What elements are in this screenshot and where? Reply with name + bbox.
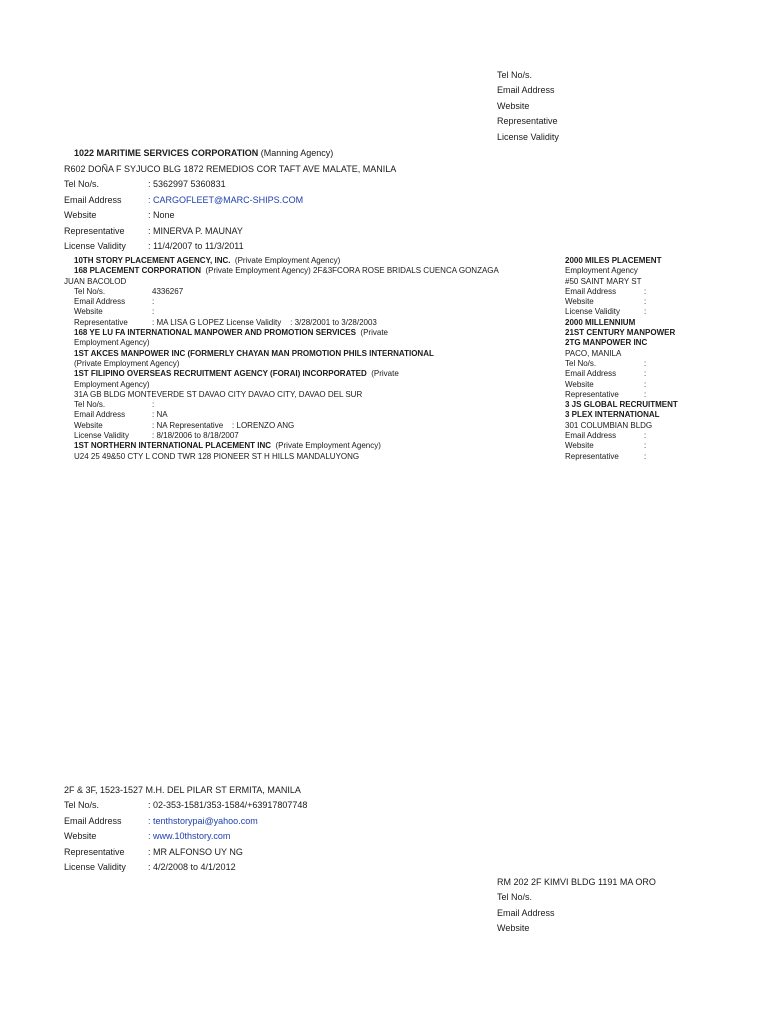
detail-row [565, 369, 647, 379]
agency-address: R602 DOÑA F SYJUCO BLG 1872 REMEDIOS COR TAFT AVE MALATE, MANILA [64, 164, 397, 174]
agency-type: (Private Employment Agency) [234, 256, 341, 265]
detail-value: : MINERVA P. MAUNAY [148, 225, 243, 236]
detail-label: Tel No/s. [74, 400, 106, 410]
detail-value: : [644, 358, 647, 368]
detail-row [565, 452, 647, 462]
detail-value: : [644, 297, 647, 307]
detail-row [74, 307, 499, 317]
detail-value: : [644, 369, 647, 379]
agency-type-cont: Employment Agency) [74, 379, 150, 389]
detail-label: Representative [64, 225, 125, 236]
detail-row [64, 845, 307, 860]
agency-name: 3 PLEX INTERNATIONAL [565, 410, 660, 420]
detail-label: Representative [64, 846, 125, 857]
list-item [74, 328, 499, 338]
agency-address: 31A GB BLDG MONTEVERDE ST DAVAO CITY DAVAO CITY, DAVAO DEL SUR [74, 389, 363, 399]
representative-label: Representative [497, 116, 558, 127]
agency-type: (Private Employment Agency) [275, 441, 381, 451]
email-label: Email Address [497, 907, 555, 918]
agency-type-cont: Employment Agency) [74, 338, 150, 348]
address-cont: JUAN BACOLOD [64, 276, 127, 286]
detail-value: : [644, 389, 647, 399]
agency-name: 1022 MARITIME SERVICES CORPORATION [74, 148, 259, 158]
detail-row [74, 297, 499, 307]
detail-label: License Validity [64, 862, 126, 873]
license-validity-label: License Validity [497, 131, 559, 142]
detail-value: : [152, 400, 155, 410]
detail-row [64, 177, 396, 192]
right-column-clipped [565, 256, 678, 466]
website-link[interactable]: : www.10thstory.com [148, 831, 231, 842]
detail-value: : 02-353-1581/353-1584/+63917807748 [148, 800, 308, 811]
agency-name: 21ST CENTURY MANPOWER [565, 328, 676, 338]
detail-label: Email Address [565, 369, 617, 379]
detail-row [64, 239, 396, 254]
detail-label: Tel No/s. [74, 286, 106, 296]
list-item [74, 369, 499, 379]
detail-label: Website [64, 831, 97, 842]
agency-address: 301 COLUMBIAN BLDG [565, 420, 653, 430]
agency-type: Employment Agency [565, 266, 638, 276]
detail-row [74, 421, 499, 431]
detail-row [74, 431, 499, 441]
website-label: Website [497, 923, 530, 934]
detail-value: : 5362997 5360831 [148, 179, 226, 190]
detail-row [565, 287, 647, 297]
detail-row [64, 193, 396, 208]
detail-row [565, 307, 647, 317]
detail-value: : None [148, 210, 175, 221]
list-item [74, 256, 499, 266]
agency-list-block [64, 256, 499, 462]
list-item [74, 266, 499, 276]
bottom-right-entry [497, 875, 656, 937]
detail-label: Website [74, 307, 103, 317]
website-label: Website [497, 100, 530, 111]
email-label: Email Address [497, 85, 555, 96]
detail-value: : [644, 441, 647, 451]
agency-name: 168 YE LU FA INTERNATIONAL MANPOWER AND PROMOTION SERVICES [74, 328, 356, 338]
detail-label: Email Address [74, 410, 126, 420]
detail-value: : LORENZO ANG [232, 420, 295, 430]
detail-value: : NA [152, 410, 168, 420]
agency-type: (Private Employment Agency) [74, 358, 180, 368]
detail-label: Representative [565, 451, 619, 461]
detail-label: Website [64, 210, 97, 221]
agency-address: #50 SAINT MARY ST [565, 276, 642, 286]
tenth-story-entry [64, 783, 307, 875]
agency-type: (Private [360, 328, 388, 338]
detail-label: Website [565, 379, 594, 389]
detail-row [64, 860, 307, 875]
detail-label: Representative [565, 389, 619, 399]
detail-row [74, 318, 499, 328]
detail-row [565, 390, 647, 400]
detail-row [64, 814, 307, 829]
detail-row [74, 400, 499, 410]
detail-value: : 11/4/2007 to 11/3/2011 [148, 241, 244, 252]
agency-address: U24 25 49&50 CTY L COND TWR 128 PIONEER ST H HILLS MANDALUYONG [74, 451, 360, 461]
detail-label: Tel No/s. [565, 358, 597, 368]
detail-row [565, 297, 647, 307]
detail-value: : [644, 451, 647, 461]
agency-address: PACO, MANILA [565, 348, 622, 358]
agency-name: 1ST FILIPINO OVERSEAS RECRUITMENT AGENCY (FORAI) INCORPORATED [74, 369, 367, 379]
agency-name: 168 PLACEMENT CORPORATION [74, 266, 201, 276]
detail-label: Email Address [565, 286, 617, 296]
agency-type: (Private [371, 369, 399, 379]
detail-label: Email Address [565, 431, 617, 441]
detail-row [64, 224, 396, 239]
detail-label: License Validity [64, 241, 126, 252]
detail-label: Tel No/s. [64, 179, 100, 190]
detail-value: : [644, 431, 647, 441]
agency-name: 1ST NORTHERN INTERNATIONAL PLACEMENT INC [74, 441, 272, 451]
agency-name: 1ST AKCES MANPOWER INC (FORMERLY CHAYAN MAN PROMOTION PHILS INTERNATIONAL [74, 348, 434, 358]
email-link[interactable]: : CARGOFLEET@MARC-SHIPS.COM [148, 194, 304, 205]
detail-value: : MR ALFONSO UY NG [148, 846, 243, 857]
detail-label: Tel No/s. [64, 800, 100, 811]
detail-value: : [644, 307, 647, 317]
detail-row [74, 410, 499, 420]
detail-row [64, 829, 307, 844]
detail-label: Representative [74, 317, 128, 327]
detail-value: : NA Representative [152, 420, 224, 430]
agency-name: 2000 MILES PLACEMENT [565, 256, 662, 265]
maritime-heading [74, 146, 333, 161]
detail-value: : [644, 286, 647, 296]
top-right-label-block [497, 68, 559, 145]
detail-value: : 4/2/2008 to 4/1/2012 [148, 862, 236, 873]
detail-row [64, 208, 396, 223]
detail-value: 4336267 [152, 286, 184, 296]
detail-value: : 3/28/2001 to 3/28/2003 [290, 317, 377, 327]
detail-value: : MA LISA G LOPEZ License Validity [152, 317, 282, 327]
detail-label: License Validity [74, 431, 129, 441]
agency-name: 3 JS GLOBAL RECRUITMENT [565, 400, 678, 410]
detail-value: : [644, 379, 647, 389]
agency-type: (Manning Agency) [260, 148, 334, 158]
list-item [74, 441, 499, 451]
detail-label: Website [565, 441, 594, 451]
detail-row [565, 380, 647, 390]
agency-type-address: (Private Employment Agency) 2F&3FCORA ROSE BRIDALS CUENCA GONZAGA [205, 266, 499, 276]
detail-label: Email Address [64, 815, 122, 826]
detail-label: License Validity [565, 307, 620, 317]
detail-row [565, 359, 647, 369]
tel-label: Tel No/s. [497, 70, 533, 80]
detail-label: Website [74, 420, 103, 430]
detail-label: Website [565, 297, 594, 307]
detail-label: Email Address [74, 297, 126, 307]
detail-row [64, 798, 307, 813]
detail-row [74, 287, 499, 297]
tel-label: Tel No/s. [497, 892, 533, 903]
detail-row [565, 431, 647, 441]
detail-value: : [152, 297, 155, 307]
email-link[interactable]: : tenthstorypai@yahoo.com [148, 815, 258, 826]
agency-name: 2000 MILLENNIUM [565, 317, 636, 327]
detail-row [565, 441, 647, 451]
agency-name: 10TH STORY PLACEMENT AGENCY, INC. [74, 256, 231, 265]
maritime-entry [64, 162, 396, 254]
agency-address: RM 202 2F KIMVI BLDG 1191 MA ORO [497, 877, 656, 887]
agency-name: 2TG MANPOWER INC [565, 338, 648, 348]
agency-address: 2F & 3F, 1523-1527 M.H. DEL PILAR ST ERMITA, MANILA [64, 785, 301, 795]
detail-value: : 8/18/2006 to 8/18/2007 [152, 431, 239, 441]
detail-value: : [152, 307, 155, 317]
detail-label: Email Address [64, 194, 122, 205]
